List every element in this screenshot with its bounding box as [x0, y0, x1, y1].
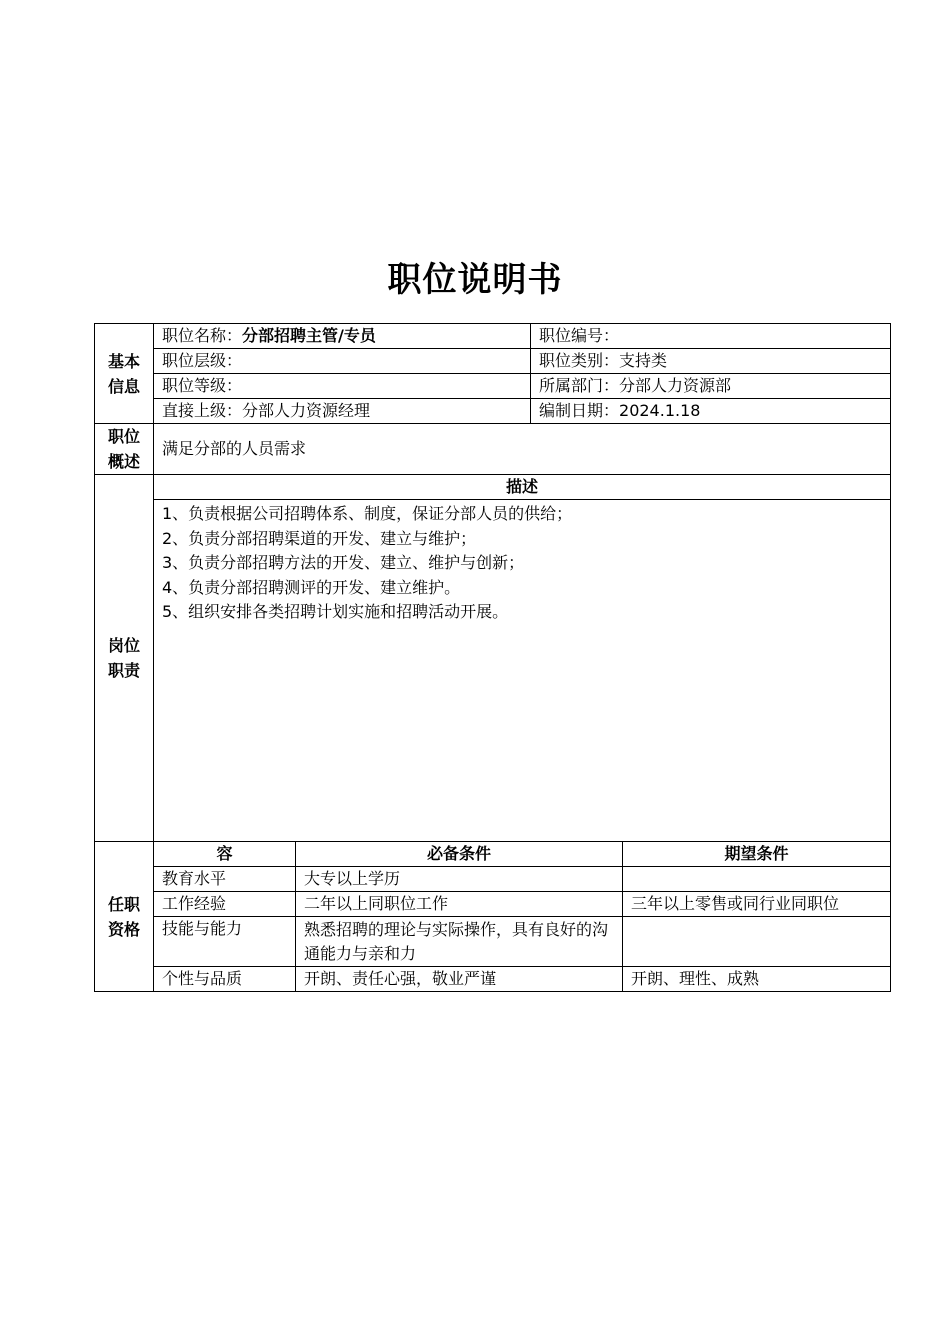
job-description-table	[94, 323, 891, 992]
qualification-item: 技能与能力	[154, 917, 296, 967]
duty-item: 5、组织安排各类招聘计划实施和招聘活动开展。	[162, 602, 509, 622]
qualifications-header-required: 必备条件	[296, 842, 623, 867]
duty-item: 4、负责分部招聘测评的开发、建立维护。	[162, 577, 461, 597]
job-name-value: 分部招聘主管/专员	[242, 326, 376, 345]
compile-date-value: 2024.1.18	[619, 401, 701, 420]
department-cell: 所属部门：分部人力资源部	[531, 374, 891, 399]
qualification-item: 教育水平	[154, 867, 296, 892]
table-row	[95, 892, 891, 917]
duty-item: 2、负责分部招聘渠道的开发、建立与维护；	[162, 528, 477, 548]
duties-list	[154, 500, 891, 842]
section-basic-info-label: 基本 信息	[95, 324, 154, 424]
direct-superior-value: 分部人力资源经理	[242, 401, 371, 420]
qualification-item: 个性与品质	[154, 967, 296, 992]
job-name-cell: 职位名称：分部招聘主管/专员	[154, 324, 531, 349]
compile-date-cell: 编制日期：2024.1.18	[531, 399, 891, 424]
job-level-cell: 职位层级：	[154, 349, 531, 374]
job-category-cell: 职位类别：支持类	[531, 349, 891, 374]
section-overview-label: 职位 概述	[95, 424, 154, 475]
qualifications-header-item: 容	[154, 842, 296, 867]
qualification-expected: 开朗、理性、成熟	[623, 967, 891, 992]
qualification-required: 大专以上学历	[296, 867, 623, 892]
table-row	[95, 967, 891, 992]
overview-text: 满足分部的人员需求	[154, 424, 891, 475]
qualification-expected	[623, 867, 891, 892]
direct-superior-cell: 直接上级：分部人力资源经理	[154, 399, 531, 424]
qualification-item: 工作经验	[154, 892, 296, 917]
department-value: 分部人力资源部	[619, 376, 732, 395]
duty-item: 3、负责分部招聘方法的开发、建立、维护与创新；	[162, 553, 525, 573]
job-category-value: 支持类	[619, 351, 668, 370]
duty-item: 1、负责根据公司招聘体系、制度，保证分部人员的供给；	[162, 504, 573, 523]
duties-header: 描述	[154, 475, 891, 500]
qualification-expected	[623, 917, 891, 967]
page-title: 职位说明书	[387, 260, 563, 300]
qualification-expected: 三年以上零售或同行业同职位	[623, 892, 891, 917]
section-qualifications-label: 任职 资格	[95, 842, 154, 992]
qualifications-header-expected: 期望条件	[623, 842, 891, 867]
job-code-cell: 职位编号：	[531, 324, 891, 349]
qualification-required: 二年以上同职位工作	[296, 892, 623, 917]
table-row	[95, 917, 891, 967]
section-duties-label: 岗位 职责	[95, 475, 154, 842]
job-grade-cell: 职位等级：	[154, 374, 531, 399]
qualification-required: 熟悉招聘的理论与实际操作，具有良好的沟通能力与亲和力	[296, 917, 623, 967]
table-row	[95, 867, 891, 892]
qualification-required: 开朗、责任心强，敬业严谨	[296, 967, 623, 992]
